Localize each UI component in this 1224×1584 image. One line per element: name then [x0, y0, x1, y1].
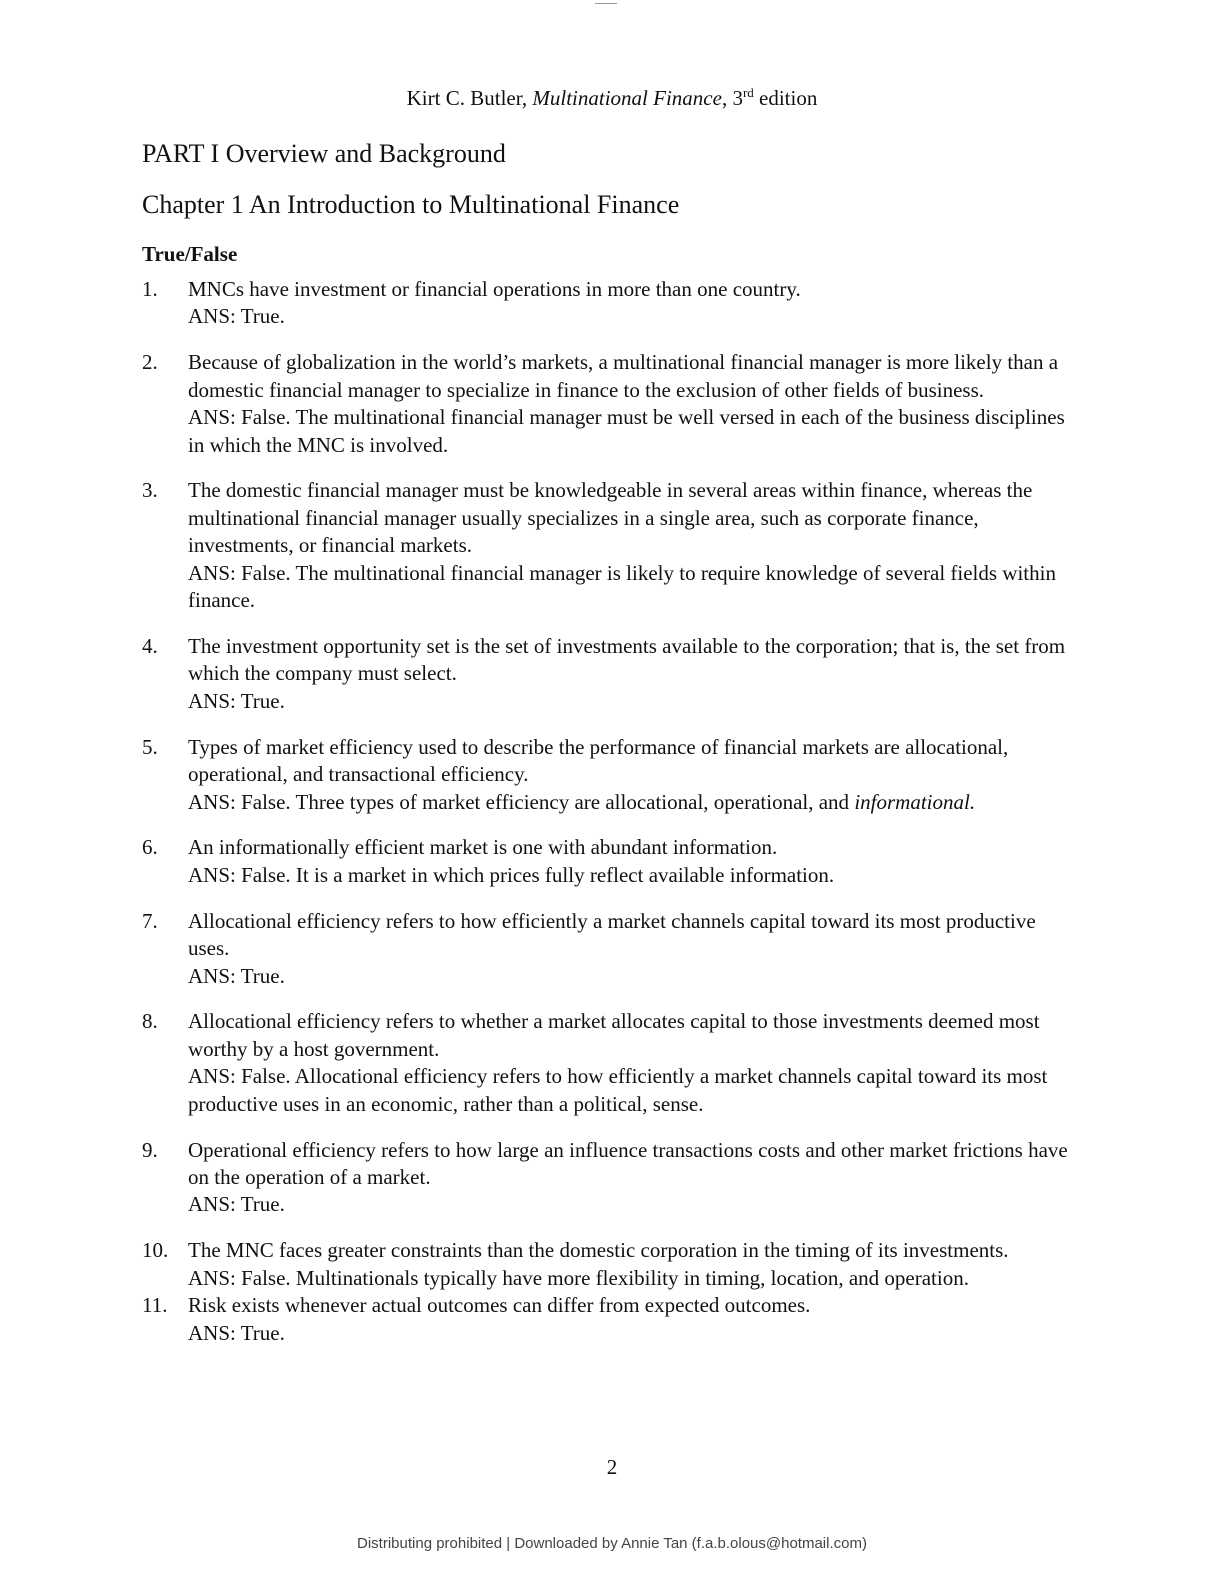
- question-item: [142, 1292, 1082, 1347]
- question-item: [142, 477, 1082, 614]
- book-header: [0, 85, 1224, 111]
- edition-prefix: , 3: [721, 86, 743, 110]
- question-item: [142, 1237, 1082, 1292]
- answer-text-main: ANS: False. Three types of market efficiency are allocational, operational, and: [188, 789, 850, 814]
- section-heading: True/False: [142, 242, 238, 266]
- answer-text: ANS: False. The multinational financial manager is likely to require knowledge of several fields within finance.: [188, 560, 1056, 613]
- question-number: 7.: [142, 908, 158, 933]
- question-number: 6.: [142, 835, 158, 860]
- question-item: [142, 276, 1082, 331]
- question-text: Types of market efficiency used to describe the performance of financial markets are allocational, operational, and transactional efficiency.: [188, 734, 1009, 787]
- question-number: 11.: [142, 1293, 168, 1318]
- book-title: Multinational Finance: [532, 86, 722, 110]
- author-name: Kirt C. Butler,: [406, 86, 533, 110]
- question-text: Risk exists whenever actual outcomes can differ from expected outcomes.: [188, 1293, 811, 1318]
- question-text: Allocational efficiency refers to whether a market allocates capital to those investments deemed most worthy by a host government.: [188, 1009, 1040, 1061]
- edition-ordinal: rd: [742, 85, 754, 100]
- answer-text-italic: informational.: [854, 789, 976, 814]
- question-number: 9.: [142, 1137, 158, 1162]
- question-number: 10.: [142, 1238, 169, 1263]
- question-text: Allocational efficiency refers to how efficiently a market channels capital toward its most productive uses.: [188, 908, 1036, 961]
- question-number: 3.: [142, 478, 158, 503]
- question-text: The MNC faces greater constraints than the domestic corporation in the timing of its investments.: [188, 1238, 1009, 1263]
- answer-text: ANS: False. Multinationals typically have more flexibility in timing, location, and operation.: [188, 1265, 969, 1290]
- chapter-title: Chapter 1 An Introduction to Multinational Finance: [142, 190, 680, 219]
- question-item: [142, 908, 1082, 990]
- answer-text: ANS: False. Allocational efficiency refers to how efficiently a market channels capital toward its most productive uses in an economic, rather than a political, sense.: [188, 1064, 1048, 1116]
- answer-text: ANS: True.: [188, 963, 285, 988]
- question-item: [142, 633, 1082, 715]
- question-list: [142, 276, 1082, 1365]
- question-item: [142, 1137, 1082, 1219]
- answer-text: ANS: True.: [188, 1192, 285, 1217]
- question-text: MNCs have investment or financial operations in more than one country.: [188, 277, 801, 301]
- question-number: 1.: [142, 277, 158, 301]
- download-footer: Distributing prohibited | Downloaded by Annie Tan (f.a.b.olous@hotmail.com): [357, 1535, 867, 1552]
- answer-text: ANS: True.: [188, 304, 285, 329]
- question-number: 2.: [142, 350, 158, 375]
- question-item: [142, 1008, 1082, 1118]
- question-item: [142, 834, 1082, 889]
- question-number: 4.: [142, 633, 158, 658]
- answer-text: ANS: True.: [188, 1320, 285, 1345]
- answer-text: ANS: False. The multinational financial manager must be well versed in each of the business disciplines in which the MNC is involved.: [188, 405, 1065, 457]
- part-title: PART I Overview and Background: [142, 139, 506, 168]
- question-number: 5.: [142, 734, 158, 759]
- question-text: Because of globalization in the world’s markets, a multinational financial manager is more likely than a domestic financial manager to specialize in finance to the exclusion of other fields of business.: [188, 350, 1059, 402]
- question-item: [142, 349, 1082, 459]
- question-number: 8.: [142, 1009, 158, 1034]
- top-page-mark: [595, 0, 617, 4]
- answer-text: ANS: False. It is a market in which prices fully reflect available information.: [188, 862, 835, 887]
- question-item: [142, 734, 1082, 816]
- question-text: The investment opportunity set is the set of investments available to the corporation; that is, the set from which the company must select.: [188, 633, 1066, 686]
- answer-text: ANS: True.: [188, 688, 285, 713]
- question-text: The domestic financial manager must be knowledgeable in several areas within finance, whereas the multinational financial manager usually specializes in a single area, such as corporate finance, investments, or financial markets.: [188, 478, 1033, 558]
- edition-suffix: edition: [753, 86, 818, 110]
- answer-text: [188, 789, 1082, 816]
- question-text: An informationally efficient market is one with abundant information.: [188, 835, 778, 860]
- question-text: Operational efficiency refers to how large an influence transactions costs and other market frictions have on the operation of a market.: [188, 1137, 1068, 1189]
- page-number: 2: [606, 1455, 618, 1479]
